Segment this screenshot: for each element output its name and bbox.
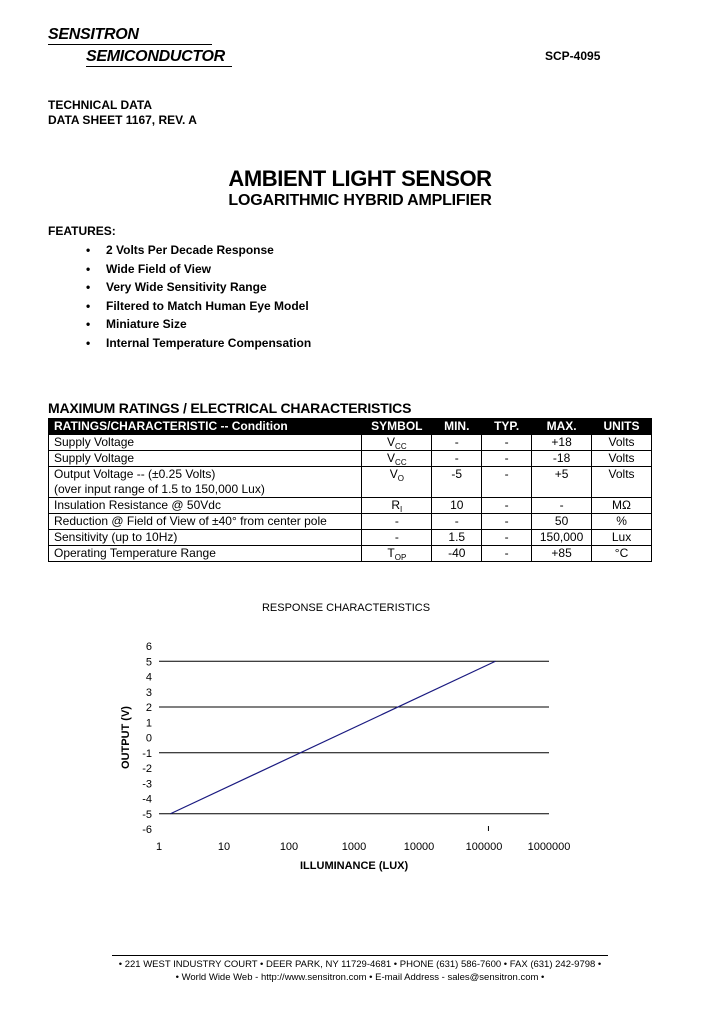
bullet-icon: • xyxy=(86,298,91,313)
feature-item: • Filtered to Match Human Eye Model xyxy=(80,297,311,316)
logo-underline-1 xyxy=(48,44,212,45)
features-heading: FEATURES: xyxy=(48,224,116,238)
logo-semiconductor: SEMICONDUCTOR xyxy=(86,48,225,65)
y-tick-label: 6 xyxy=(145,641,152,653)
table-row: Supply Voltage $V_{CC}$ - - -18 Volts xyxy=(49,451,652,467)
feature-item: • Miniature Size xyxy=(80,315,311,334)
logo-underline-2 xyxy=(86,66,232,67)
y-tick-label: -3 xyxy=(142,778,152,791)
bullet-icon: • xyxy=(86,243,91,257)
y-tick-label: 3 xyxy=(145,686,152,699)
x-tick-label: 100 xyxy=(279,841,299,853)
table-row: Supply Voltage $V_{CC}$ - - +18 Volts xyxy=(49,435,652,451)
bullet-icon: • xyxy=(86,280,91,294)
y-tick-label: -6 xyxy=(142,824,152,836)
series-line-output xyxy=(170,661,495,814)
table-row: Insulation Resistance @ 50Vdc $R_I$ 10 - - MΩ xyxy=(49,498,652,514)
y-tick-label: -2 xyxy=(142,763,152,775)
data-sheet-label: DATA SHEET 1167, REV. A xyxy=(48,113,197,127)
x-tick-label: 10 xyxy=(217,841,231,853)
bullet-icon: • xyxy=(86,317,91,331)
col-header-max: MAX. xyxy=(532,419,592,435)
x-tick-label: 100000 xyxy=(465,841,503,853)
bullet-icon: • xyxy=(86,261,91,276)
y-tick-label: -1 xyxy=(142,747,152,760)
ratings-heading: MAXIMUM RATINGS / ELECTRICAL CHARACTERISTICS xyxy=(48,400,412,416)
col-header-min: MIN. xyxy=(432,419,482,435)
chart-y-axis-label: OUTPUT (V) xyxy=(120,706,132,769)
col-header-characteristic: RATINGS/CHARACTERISTIC -- Condition xyxy=(49,419,362,435)
col-header-units: UNITS xyxy=(592,419,652,435)
feature-item: • Wide Field of View xyxy=(80,260,311,279)
chart-title: RESPONSE CHARACTERISTICS xyxy=(261,602,431,614)
document-info xyxy=(48,98,197,128)
response-chart xyxy=(100,632,600,857)
y-tick-label: 0 xyxy=(145,732,152,745)
table-row: Reduction @ Field of View of ±40° from center pole - - - 50 % xyxy=(49,514,652,530)
x-tick-label: 1000000 xyxy=(527,841,571,853)
logo-sensitron: SENSITRON xyxy=(48,26,139,43)
table-row: Sensitivity (up to 10Hz) - 1.5 - 150,000 Lux xyxy=(49,530,652,546)
footer-web: • World Wide Web - http://www.sensitron.com • E-mail Address - sales@sensitron.com • xyxy=(175,972,545,983)
x-tick-label: 1 xyxy=(155,841,163,853)
y-tick-label: 1 xyxy=(145,717,152,730)
feature-item: • Very Wide Sensitivity Range xyxy=(80,278,311,297)
table-header-row xyxy=(49,419,652,435)
y-tick-label: -5 xyxy=(142,808,152,821)
chart-x-axis-label: ILLUMINANCE (LUX) xyxy=(300,860,409,872)
technical-data-label: TECHNICAL DATA xyxy=(48,98,152,112)
part-number: SCP-4095 xyxy=(545,49,601,63)
table-row: Output Voltage -- (±0.25 Volts) (over input range of 1.5 to 150,000 Lux) $V_O$ -5 - +5 Volts xyxy=(49,467,652,498)
page-subtitle: LOGARITHMIC HYBRID AMPLIFIER xyxy=(228,192,492,209)
footer-address: • 221 WEST INDUSTRY COURT • DEER PARK, NY 11729-4681 • PHONE (631) 586-7600 • FAX (631) 242-9798 • xyxy=(118,959,602,970)
x-tick-label: 10000 xyxy=(403,841,435,853)
features-list xyxy=(80,241,311,352)
bullet-icon: • xyxy=(86,335,91,350)
col-header-symbol: SYMBOL xyxy=(362,419,432,435)
x-tick-label: 1000 xyxy=(341,841,367,853)
table-row: Operating Temperature Range $T_{OP}$ -40 - +85 °C xyxy=(49,546,652,562)
ratings-table xyxy=(48,418,652,562)
col-header-typ: TYP. xyxy=(482,419,532,435)
page-title: AMBIENT LIGHT SENSOR xyxy=(228,166,492,191)
feature-item: • 2 Volts Per Decade Response xyxy=(80,241,311,260)
y-tick-label: -4 xyxy=(142,793,152,806)
footer-rule xyxy=(112,955,608,956)
feature-item: • Internal Temperature Compensation xyxy=(80,334,311,353)
y-tick-label: 5 xyxy=(145,656,152,669)
y-tick-label: 2 xyxy=(145,702,152,714)
y-tick-label: 4 xyxy=(145,671,152,684)
